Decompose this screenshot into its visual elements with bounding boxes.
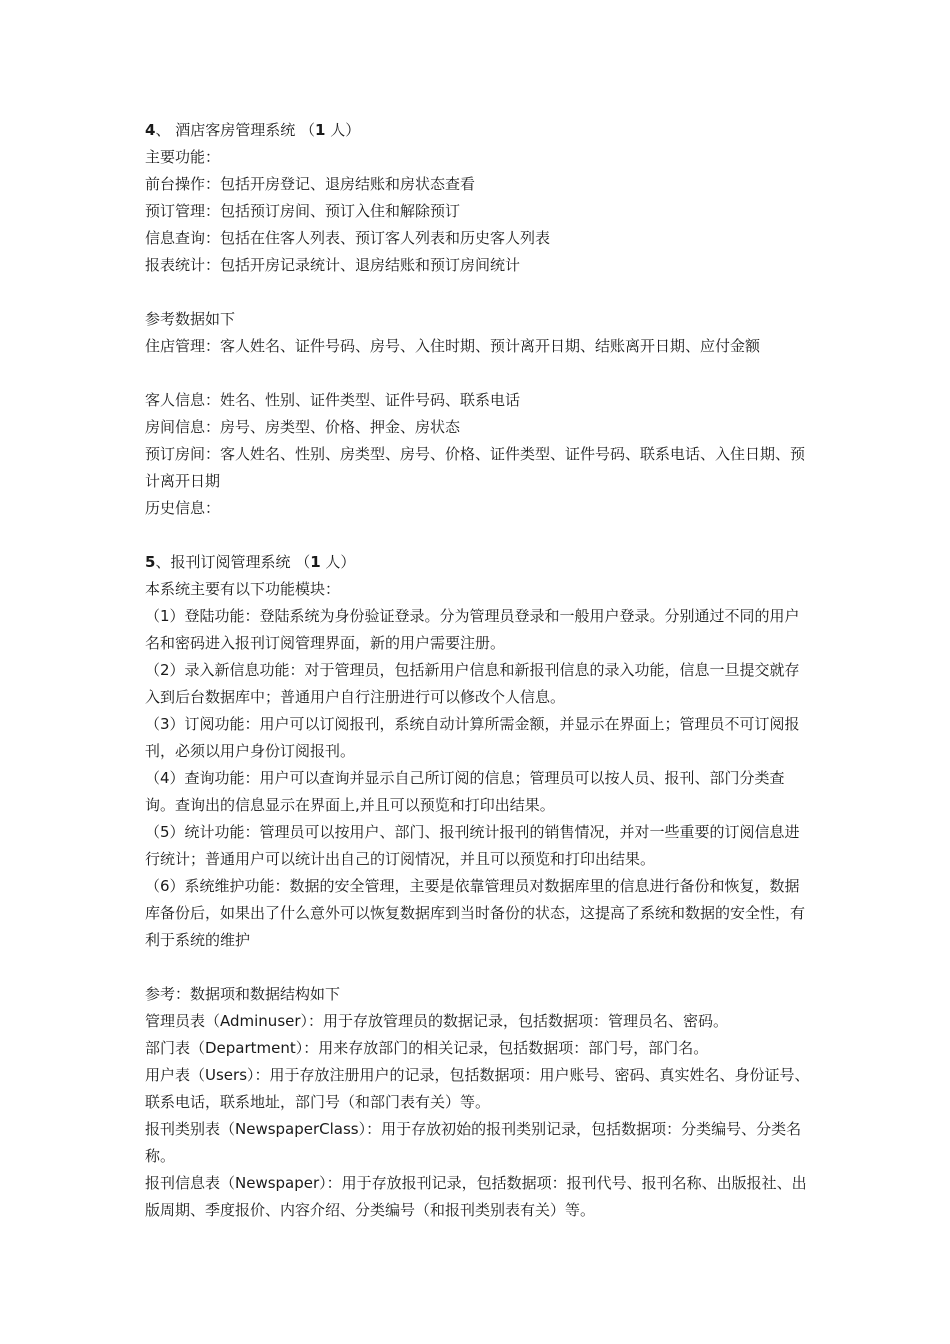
ref-title: 参考：数据项和数据结构如下 xyxy=(145,985,341,1003)
data-item: 历史信息： xyxy=(145,499,221,517)
module-item: （1）登陆功能：登陆系统为身份验证登录。分为管理员登录和一般用户登录。分别通过不同的用户名和密码进入报刊订阅管理界面，新的用户需要注册。 xyxy=(145,607,800,652)
module-item: （6）系统维护功能：数据的安全管理，主要是依靠管理员对数据库里的信息进行备份和恢复，数据库备份后，如果出了什么意外可以恢复数据库到当时备份的状态，这提高了系统和数据的安全性，有利于系统的维护 xyxy=(145,877,806,949)
table-desc: 管理员表（Adminuser）：用于存放管理员的数据记录，包括数据项：管理员名、密码。 xyxy=(145,1012,729,1030)
section-4-heading xyxy=(145,117,813,144)
heading-text: 、报刊订阅管理系统 （ xyxy=(155,553,311,571)
module-item: （2）录入新信息功能：对于管理员，包括新用户信息和新报刊信息的录入功能，信息一旦提交就存入到后台数据库中；普通用户自行注册进行可以修改个人信息。 xyxy=(145,661,800,706)
feature-item: 预订管理：包括预订房间、预订入住和解除预订 xyxy=(145,202,461,220)
heading-text: 、 酒店客房管理系统 （ xyxy=(155,121,315,139)
table-desc: 报刊信息表（Newspaper）：用于存放报刊记录，包括数据项：报刊代号、报刊名称、出版报社、出版周期、季度报价、内容介绍、分类编号（和报刊类别表有关）等。 xyxy=(145,1174,807,1219)
module-item: （3）订阅功能：用户可以订阅报刊，系统自动计算所需金额，并显示在界面上；管理员不可订阅报刊，必须以用户身份订阅报刊。 xyxy=(145,715,800,760)
feature-item: 信息查询：包括在住客人列表、预订客人列表和历史客人列表 xyxy=(145,229,551,247)
table-desc: 用户表（Users）：用于存放注册用户的记录，包括数据项：用户账号、密码、真实姓名、身份证号、联系电话，联系地址，部门号（和部门表有关）等。 xyxy=(145,1066,810,1111)
heading-end: 人） xyxy=(320,553,356,571)
heading-number: 4 xyxy=(145,121,156,139)
table-desc: 报刊类别表（NewspaperClass）：用于存放初始的报刊类别记录，包括数据项：分类编号、分类名称。 xyxy=(145,1120,802,1165)
data-item: 客人信息：姓名、性别、证件类型、证件号码、联系电话 xyxy=(145,391,521,409)
data-item: 预订房间：客人姓名、性别、房类型、房号、价格、证件类型、证件号码、联系电话、入住日期、预计离开日期 xyxy=(145,445,806,490)
module-item: （4）查询功能：用户可以查询并显示自己所订阅的信息；管理员可以按人员、报刊、部门分类查询。查询出的信息显示在界面上,并且可以预览和打印出结果。 xyxy=(145,769,785,814)
features-title: 主要功能： xyxy=(145,148,221,166)
data-item: 住店管理：客人姓名、证件号码、房号、入住时期、预计离开日期、结账离开日期、应付金额 xyxy=(145,337,761,355)
data-title: 参考数据如下 xyxy=(145,310,236,328)
heading-end: 人） xyxy=(325,121,361,139)
document-page xyxy=(145,117,813,1224)
heading-count: 1 xyxy=(314,121,326,139)
section-5-heading xyxy=(145,549,813,576)
heading-count: 1 xyxy=(310,553,321,571)
modules-intro: 本系统主要有以下功能模块： xyxy=(145,580,341,598)
feature-item: 报表统计：包括开房记录统计、退房结账和预订房间统计 xyxy=(145,256,521,274)
heading-number: 5 xyxy=(145,553,156,571)
module-item: （5）统计功能：管理员可以按用户、部门、报刊统计报刊的销售情况，并对一些重要的订阅信息进行统计；普通用户可以统计出自己的订阅情况，并且可以预览和打印出结果。 xyxy=(145,823,800,868)
data-item: 房间信息：房号、房类型、价格、押金、房状态 xyxy=(145,418,461,436)
feature-item: 前台操作：包括开房登记、退房结账和房状态查看 xyxy=(145,175,476,193)
table-desc: 部门表（Department）：用来存放部门的相关记录，包括数据项：部门号，部门名。 xyxy=(145,1039,709,1057)
